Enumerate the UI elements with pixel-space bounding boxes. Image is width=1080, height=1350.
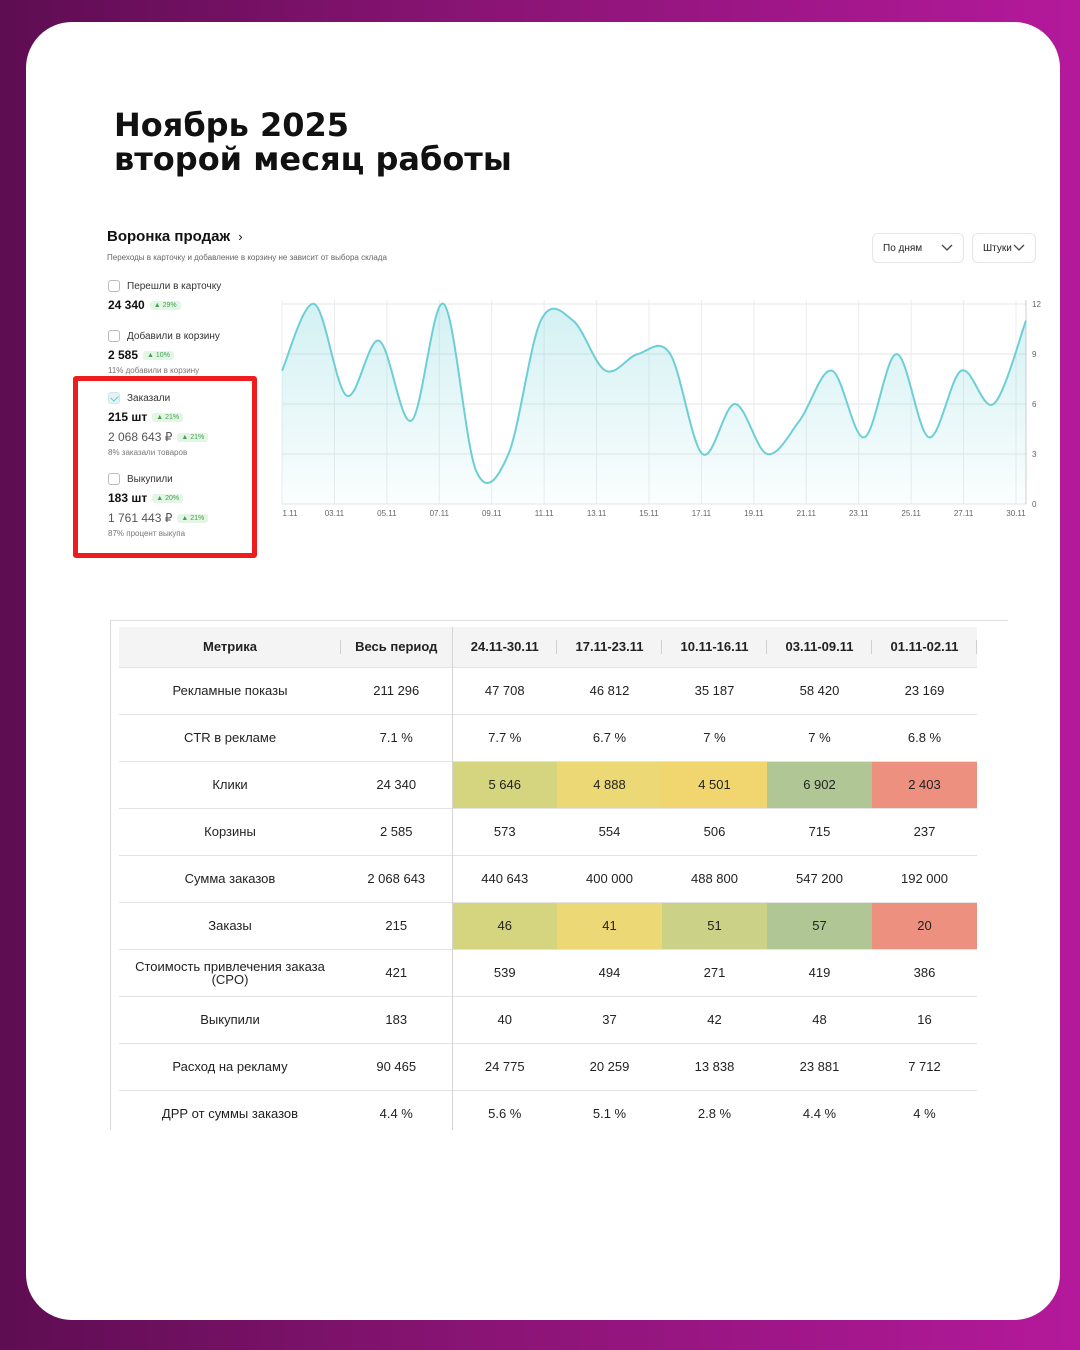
table-row bbox=[119, 667, 977, 714]
x-tick-label: 09.11 bbox=[481, 509, 502, 518]
metric-name-cell: Расход на рекламу bbox=[119, 1043, 341, 1090]
total-cell: 7.1 % bbox=[341, 714, 452, 761]
week-cell: 400 000 bbox=[557, 855, 662, 902]
week-cell: 506 bbox=[662, 808, 767, 855]
week-cell: 715 bbox=[767, 808, 872, 855]
y-tick-label: 0 bbox=[1032, 500, 1037, 509]
week-cell: 57 bbox=[767, 902, 872, 949]
growth-badge: ▲ 20% bbox=[152, 494, 183, 503]
funnel-title[interactable] bbox=[107, 228, 243, 245]
x-tick-label: 21.11 bbox=[796, 509, 817, 518]
funnel-metric-add-to-cart[interactable] bbox=[108, 330, 220, 375]
week-cell: 37 bbox=[557, 996, 662, 1043]
week-cell: 6.8 % bbox=[872, 714, 977, 761]
week-cell: 47 708 bbox=[452, 667, 557, 714]
total-cell: 90 465 bbox=[341, 1043, 452, 1090]
growth-badge: ▲ 10% bbox=[143, 351, 174, 360]
table-header-row bbox=[119, 627, 977, 667]
metric-note: 87% процент выкупа bbox=[108, 529, 186, 538]
checkbox[interactable] bbox=[108, 330, 120, 342]
week-cell: 51 bbox=[662, 902, 767, 949]
week-cell: 547 200 bbox=[767, 855, 872, 902]
week-cell: 6.7 % bbox=[557, 714, 662, 761]
week-cell: 7 % bbox=[767, 714, 872, 761]
column-header[interactable]: 24.11-30.11 bbox=[452, 627, 557, 667]
total-cell: 4.4 % bbox=[341, 1090, 452, 1130]
week-cell: 13 838 bbox=[662, 1043, 767, 1090]
x-tick-label: 05.11 bbox=[377, 509, 397, 518]
funnel-subtitle: Переходы в карточку и добавление в корзину не зависит от выбора склада bbox=[107, 253, 387, 262]
metric-value: 24 340 bbox=[108, 298, 145, 312]
headline-line-2: второй месяц работы bbox=[114, 140, 512, 178]
column-header[interactable]: Весь период bbox=[341, 627, 452, 667]
chevron-down-icon bbox=[1013, 244, 1025, 252]
week-cell: 7.7 % bbox=[452, 714, 557, 761]
column-header[interactable]: 10.11-16.11 bbox=[662, 627, 767, 667]
week-cell: 539 bbox=[452, 949, 557, 996]
week-cell: 48 bbox=[767, 996, 872, 1043]
week-cell: 488 800 bbox=[662, 855, 767, 902]
x-tick-label: 13.11 bbox=[586, 509, 607, 518]
week-cell: 23 169 bbox=[872, 667, 977, 714]
week-cell: 4.4 % bbox=[767, 1090, 872, 1130]
x-axis-labels bbox=[283, 509, 1027, 518]
column-header[interactable]: 17.11-23.11 bbox=[557, 627, 662, 667]
period-select[interactable] bbox=[872, 233, 964, 263]
headline-line-1: Ноябрь 2025 bbox=[114, 106, 349, 144]
x-tick-label: 15.11 bbox=[639, 509, 659, 518]
funnel-metric-card-views[interactable] bbox=[108, 280, 221, 312]
week-cell: 23 881 bbox=[767, 1043, 872, 1090]
week-cell: 2.8 % bbox=[662, 1090, 767, 1130]
week-cell: 440 643 bbox=[452, 855, 557, 902]
x-tick-label: 25.11 bbox=[901, 509, 921, 518]
column-header[interactable]: 03.11-09.11 bbox=[767, 627, 872, 667]
x-tick-label: 1.11 bbox=[282, 509, 298, 518]
y-axis-labels bbox=[1032, 300, 1041, 509]
x-tick-label: 23.11 bbox=[848, 509, 869, 518]
week-cell: 6 902 bbox=[767, 761, 872, 808]
unit-select-value: Штуки bbox=[983, 242, 1012, 254]
total-cell: 24 340 bbox=[341, 761, 452, 808]
metric-name-cell: Корзины bbox=[119, 808, 341, 855]
table-row bbox=[119, 761, 977, 808]
metric-name-cell: ДРР от суммы заказов bbox=[119, 1090, 341, 1130]
x-tick-label: 30.11 bbox=[1006, 509, 1026, 518]
week-cell: 192 000 bbox=[872, 855, 977, 902]
period-select-value: По дням bbox=[883, 242, 923, 254]
total-cell: 211 296 bbox=[341, 667, 452, 714]
week-cell: 494 bbox=[557, 949, 662, 996]
table-row bbox=[119, 949, 977, 996]
funnel-title-text: Воронка продаж bbox=[107, 228, 231, 245]
week-cell: 46 bbox=[452, 902, 557, 949]
week-cell: 7 712 bbox=[872, 1043, 977, 1090]
growth-badge: ▲ 21% bbox=[152, 413, 183, 422]
column-header[interactable]: Метрика bbox=[119, 627, 341, 667]
table-row bbox=[119, 855, 977, 902]
x-tick-label: 11.11 bbox=[534, 509, 554, 518]
week-cell: 46 812 bbox=[557, 667, 662, 714]
metric-name-cell: Выкупили bbox=[119, 996, 341, 1043]
week-cell: 5.1 % bbox=[557, 1090, 662, 1130]
checkbox[interactable] bbox=[108, 280, 120, 292]
growth-badge: ▲ 21% bbox=[177, 433, 208, 442]
metric-name-cell: Сумма заказов bbox=[119, 855, 341, 902]
week-cell: 35 187 bbox=[662, 667, 767, 714]
growth-badge: ▲ 29% bbox=[150, 301, 181, 310]
table-row bbox=[119, 808, 977, 855]
highlight-frame bbox=[73, 376, 257, 558]
week-cell: 40 bbox=[452, 996, 557, 1043]
week-cell: 20 bbox=[872, 902, 977, 949]
metric-label: Заказали bbox=[127, 392, 171, 404]
total-cell: 183 bbox=[341, 996, 452, 1043]
week-cell: 4 501 bbox=[662, 761, 767, 808]
metric-value-rub: 2 068 643 ₽ bbox=[108, 430, 173, 444]
x-tick-label: 19.11 bbox=[744, 509, 764, 518]
week-cell: 573 bbox=[452, 808, 557, 855]
metric-note: 11% добавили в корзину bbox=[108, 366, 200, 375]
total-cell: 2 068 643 bbox=[341, 855, 452, 902]
week-cell: 42 bbox=[662, 996, 767, 1043]
metric-label: Выкупили bbox=[127, 473, 173, 485]
week-cell: 58 420 bbox=[767, 667, 872, 714]
metric-note: 8% заказали товаров bbox=[108, 448, 188, 457]
metric-name-cell: Клики bbox=[119, 761, 341, 808]
column-header[interactable]: 01.11-02.11 bbox=[872, 627, 977, 667]
metric-value-rub: 1 761 443 ₽ bbox=[108, 511, 173, 525]
total-cell: 2 585 bbox=[341, 808, 452, 855]
week-cell: 386 bbox=[872, 949, 977, 996]
metric-name-cell: CTR в рекламе bbox=[119, 714, 341, 761]
x-tick-label: 17.11 bbox=[691, 509, 712, 518]
week-cell: 271 bbox=[662, 949, 767, 996]
y-tick-label: 9 bbox=[1032, 350, 1037, 359]
funnel-chart bbox=[252, 274, 1052, 532]
week-cell: 5.6 % bbox=[452, 1090, 557, 1130]
table-row bbox=[119, 1090, 977, 1130]
y-tick-label: 6 bbox=[1032, 400, 1037, 409]
metric-name-cell: Заказы bbox=[119, 902, 341, 949]
x-tick-label: 07.11 bbox=[429, 509, 450, 518]
headline bbox=[114, 108, 512, 176]
total-cell: 215 bbox=[341, 902, 452, 949]
table-row bbox=[119, 714, 977, 761]
y-tick-label: 3 bbox=[1032, 450, 1037, 459]
metric-label: Добавили в корзину bbox=[127, 330, 220, 342]
table-row bbox=[119, 902, 977, 949]
week-cell: 24 775 bbox=[452, 1043, 557, 1090]
week-cell: 237 bbox=[872, 808, 977, 855]
week-cell: 419 bbox=[767, 949, 872, 996]
x-tick-label: 27.11 bbox=[953, 509, 974, 518]
unit-select[interactable] bbox=[972, 233, 1036, 263]
metric-value: 183 шт bbox=[108, 491, 148, 505]
total-cell: 421 bbox=[341, 949, 452, 996]
chevron-right-icon: › bbox=[238, 229, 243, 244]
week-cell: 41 bbox=[557, 902, 662, 949]
week-cell: 7 % bbox=[662, 714, 767, 761]
chevron-down-icon bbox=[941, 244, 953, 252]
week-cell: 4 % bbox=[872, 1090, 977, 1130]
week-cell: 20 259 bbox=[557, 1043, 662, 1090]
table-row bbox=[119, 996, 977, 1043]
week-cell: 2 403 bbox=[872, 761, 977, 808]
week-cell: 16 bbox=[872, 996, 977, 1043]
metric-name-cell: Стоимость привлечения заказа (CPO) bbox=[119, 949, 341, 996]
slide-card bbox=[26, 22, 1060, 1320]
growth-badge: ▲ 21% bbox=[177, 514, 208, 523]
metric-label: Перешли в карточку bbox=[127, 280, 222, 292]
y-tick-label: 12 bbox=[1032, 300, 1041, 309]
x-tick-label: 03.11 bbox=[324, 509, 345, 518]
week-cell: 4 888 bbox=[557, 761, 662, 808]
weekly-metrics-table bbox=[110, 620, 1008, 1130]
metric-value: 215 шт bbox=[108, 410, 148, 424]
week-cell: 5 646 bbox=[452, 761, 557, 808]
metric-name-cell: Рекламные показы bbox=[119, 667, 341, 714]
metric-value: 2 585 bbox=[108, 348, 139, 362]
week-cell: 554 bbox=[557, 808, 662, 855]
table-row bbox=[119, 1043, 977, 1090]
